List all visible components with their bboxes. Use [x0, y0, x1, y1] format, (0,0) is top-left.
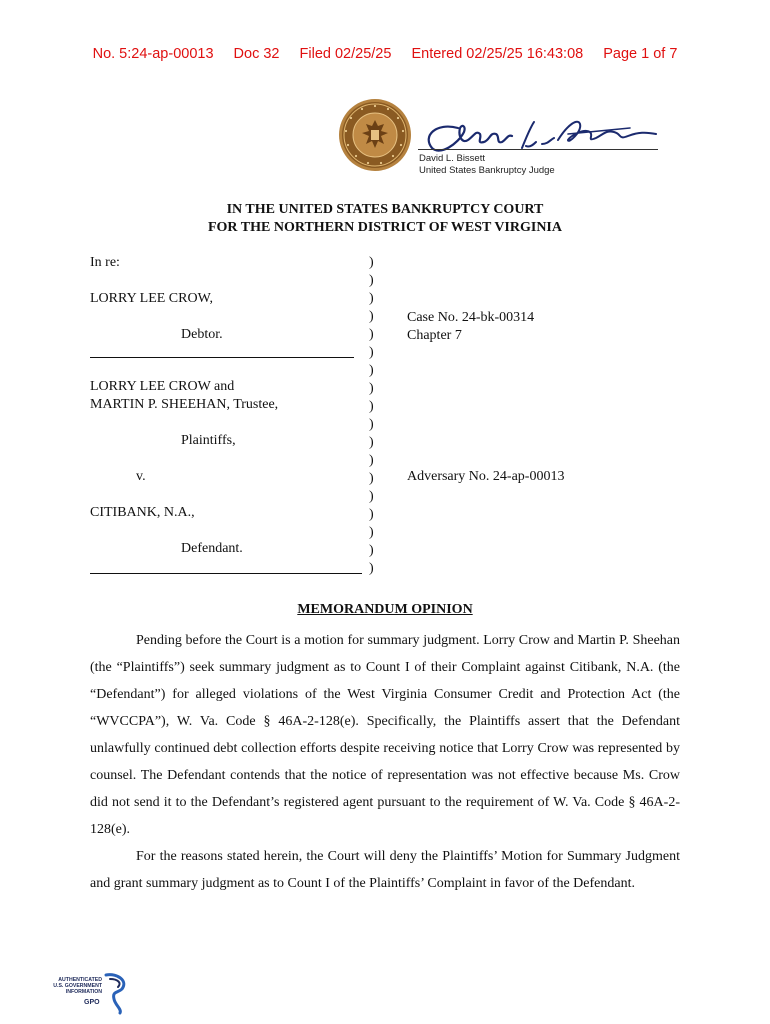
caption-rule-bottom — [90, 573, 362, 574]
judge-name: David L. Bissett — [419, 153, 485, 164]
caption-defendant-name: CITIBANK, N.A., — [90, 505, 195, 520]
signature-line — [418, 149, 658, 150]
caption-rule — [90, 357, 354, 358]
caption-plaintiff-2: MARTIN P. SHEEHAN, Trustee, — [90, 397, 279, 412]
caption-debtor-label: Debtor. — [181, 327, 223, 342]
page-indicator: Page 1 of 7 — [603, 46, 678, 62]
caption-defendant-label: Defendant. — [181, 541, 243, 556]
gpo-text: AUTHENTICATED U.S. GOVERNMENT INFORMATION — [53, 977, 102, 995]
gpo-logo-text: GPO — [84, 999, 100, 1006]
adversary-number-label: Adversary No. 24-ap-00013 — [407, 469, 565, 484]
opinion-paragraph-2: For the reasons stated herein, the Court will deny the Plaintiffs’ Motion for Summary Judgment and grant summary judgment as to Count I of the Plaintiffs’ Complaint in favor of the Defendant. — [90, 849, 680, 891]
gpo-authentication-logo — [44, 973, 134, 1015]
caption-in-re: In re: — [90, 255, 120, 270]
signature-block — [419, 153, 555, 177]
opinion-title: MEMORANDUM OPINION — [297, 602, 473, 617]
doc-number: Doc 32 — [233, 46, 280, 62]
judge-signature — [418, 114, 678, 158]
eagle-icon — [100, 973, 130, 1015]
case-number: No. 5:24-ap-00013 — [92, 46, 214, 62]
caption-debtor-name: LORRY LEE CROW, — [90, 291, 214, 306]
caption-plaintiffs-label: Plaintiffs, — [181, 433, 236, 448]
chapter-label: Chapter 7 — [407, 328, 462, 343]
filed-date: Filed 02/25/25 — [299, 46, 392, 62]
court-heading — [0, 201, 770, 237]
court-seal-icon — [338, 98, 412, 172]
opinion-body — [90, 627, 680, 897]
caption-parentheses: ) ) ) ) ) ) ) ) ) ) ) ) ) ) ) ) ) ) — [369, 255, 374, 576]
filing-stamp — [0, 46, 770, 62]
judge-title: United States Bankruptcy Judge — [419, 165, 555, 176]
entered-date: Entered 02/25/25 16:43:08 — [411, 46, 584, 62]
court-district: FOR THE NORTHERN DISTRICT OF WEST VIRGINIA — [207, 220, 562, 235]
case-number-label: Case No. 24-bk-00314 — [407, 310, 535, 325]
caption-versus: v. — [136, 469, 146, 484]
opinion-paragraph-1: Pending before the Court is a motion for summary judgment. Lorry Crow and Martin P. Sheehan (the “Plaintiffs”) seek summary judgment as to Count I of their Complaint against Citibank, N.A. (the “Defendant”) for alleged violations of the West Virginia Consumer Credit and Protection Act (the “WVCCPA”), W. Va. Code § 46A-2-128(e). Specifically, the Plaintiffs assert that the Defendant unlawfully continued debt collection efforts despite receiving notice that Lorry Crow was represented by counsel. The Defendant contends that the notice of representation was not effective because Ms. Crow did not send it to the Defendant’s registered agent pursuant to the requirement of W. Va. Code § 46A-2-128(e). — [90, 633, 680, 837]
caption-plaintiff-1: LORRY LEE CROW and — [90, 379, 235, 394]
court-name: IN THE UNITED STATES BANKRUPTCY COURT — [226, 202, 544, 217]
